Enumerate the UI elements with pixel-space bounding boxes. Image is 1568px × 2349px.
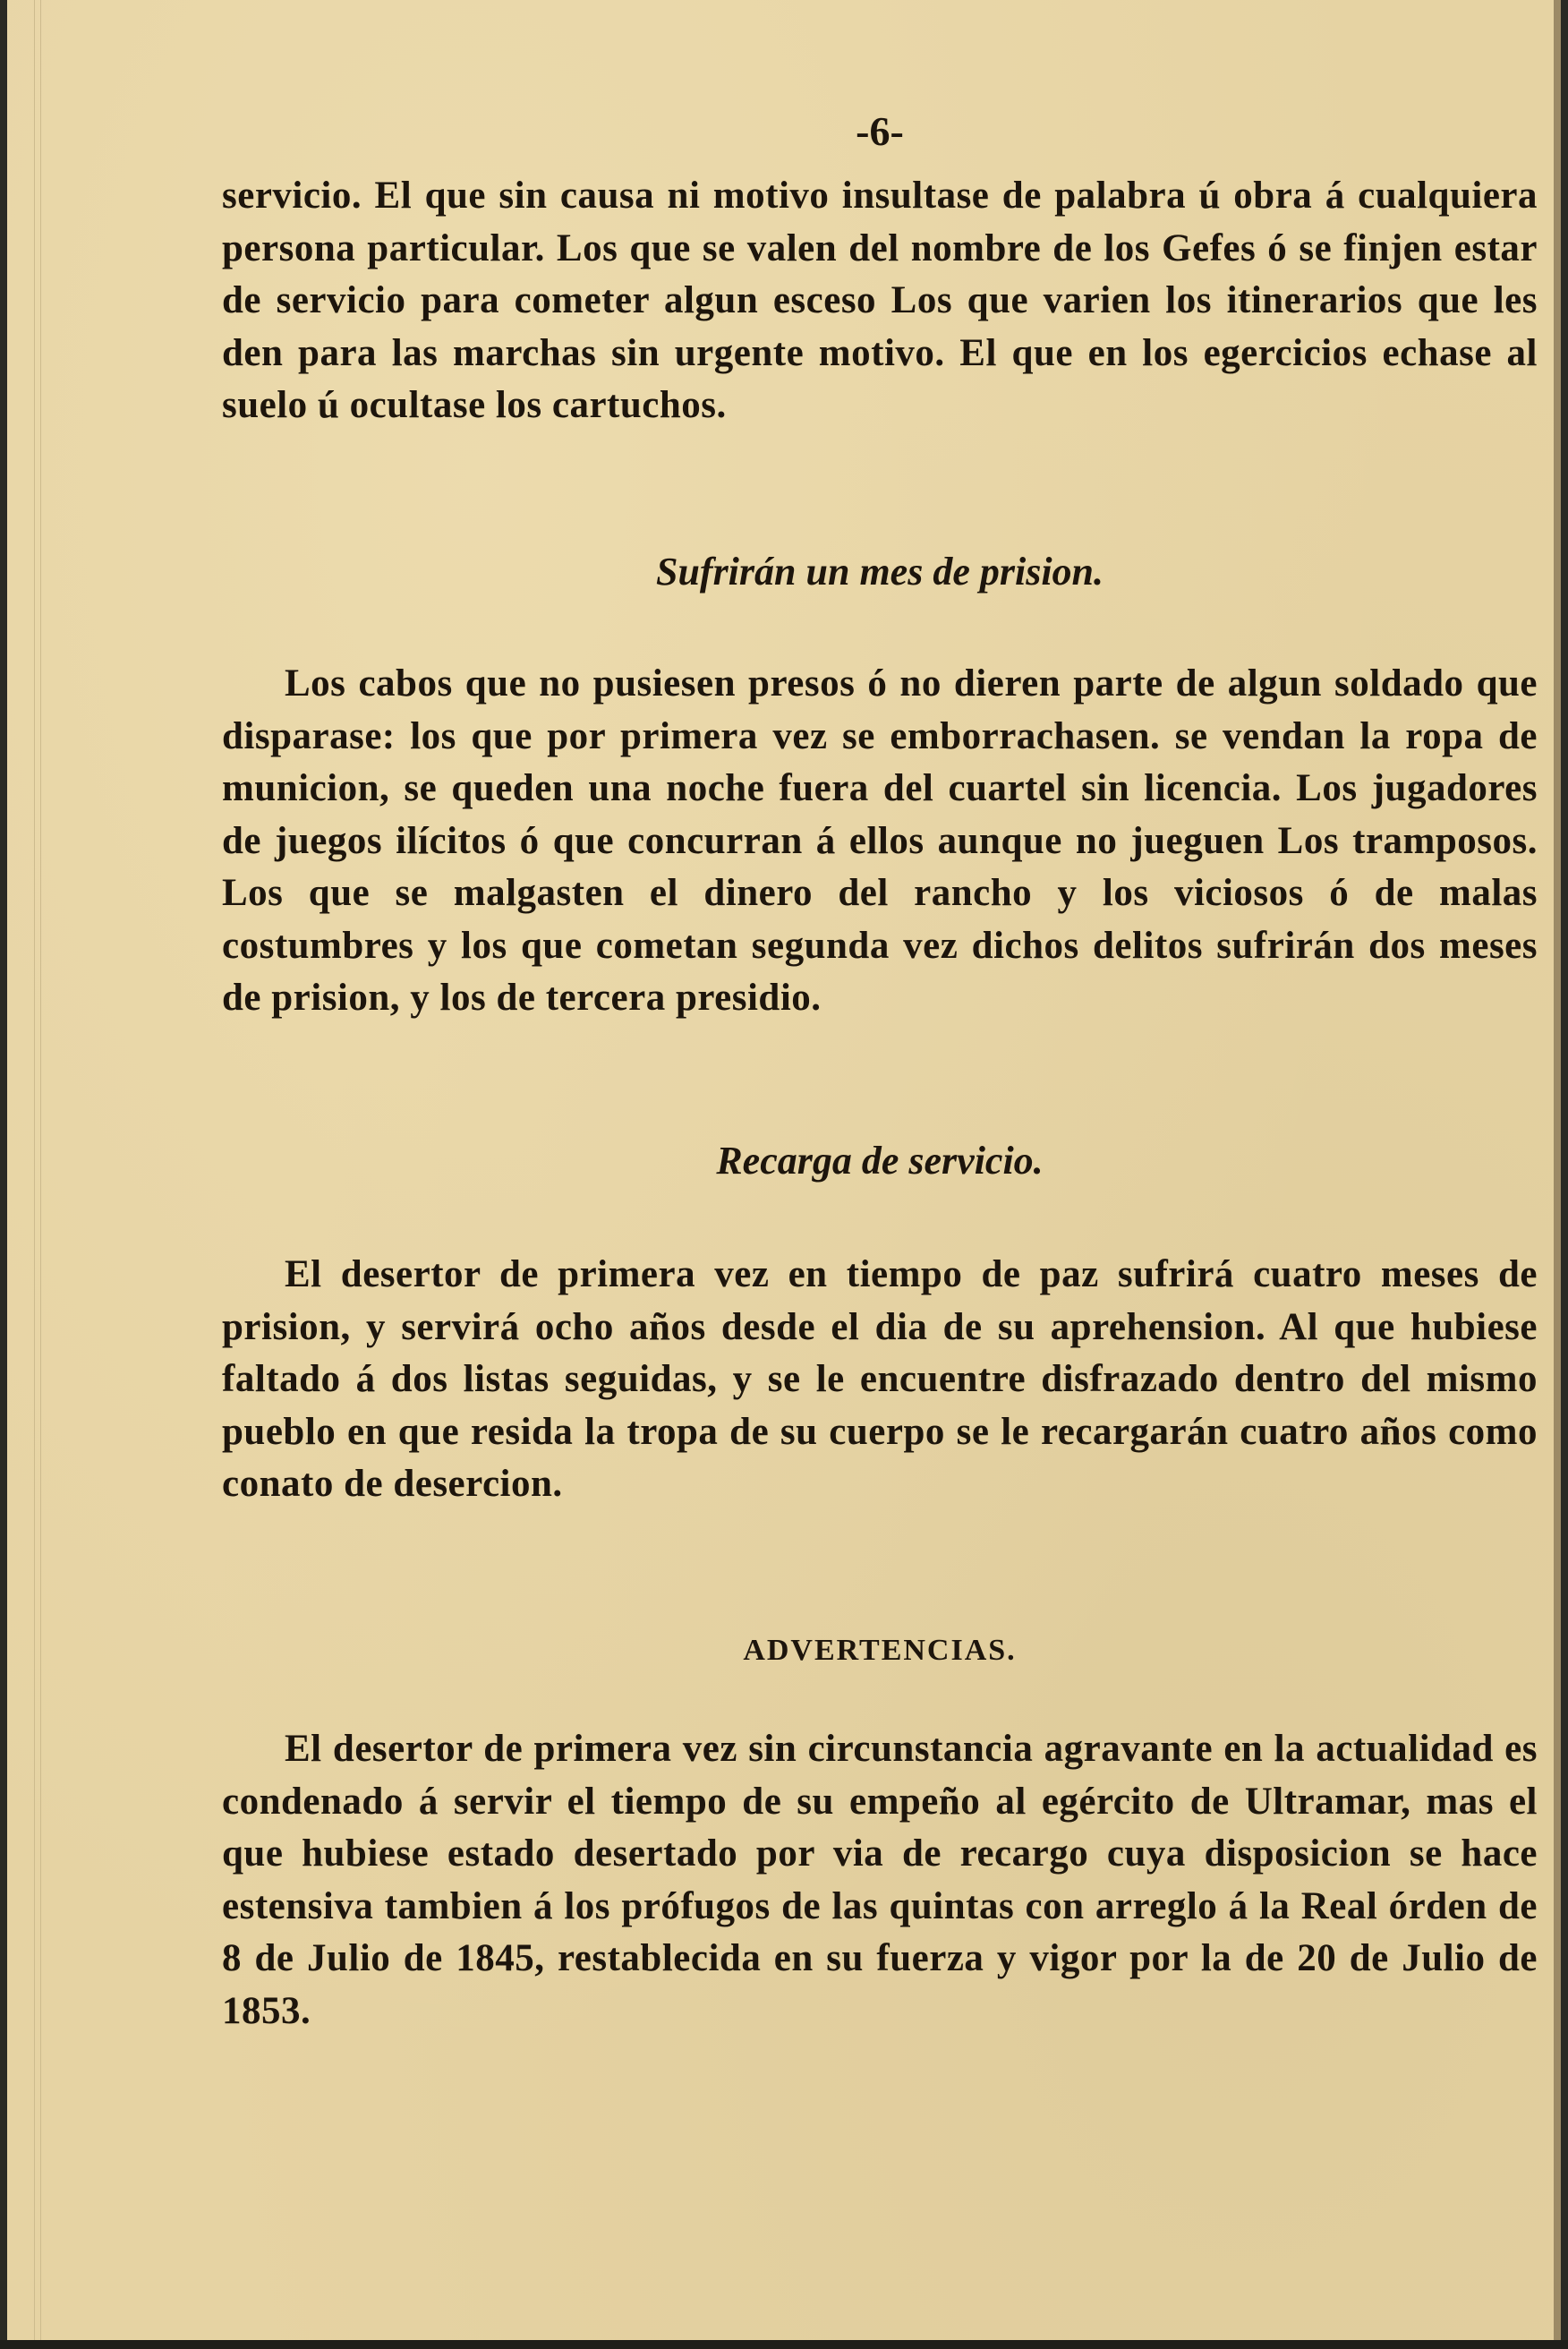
paragraph-continuation: servicio. El que sin causa ni motivo insultase de palabra ú obra á cualquiera persona particular. Los que se valen del nombre de los Gefes ó se finjen estar de servicio para cometer algun esceso Los que varien los itinerarios que les den para las marchas sin urgente motivo. El que en los egercicios echase al suelo ú ocultase los cartuchos. <box>222 175 1538 426</box>
paragraph-advertencias: El desertor de primera vez sin circunstancia agravante en la actualidad es condenado á servir el tiempo de su empeño al egército de Ultramar, mas el que hubiese estado desertado por via de recargo cuya disposicion se hace estensiva tambien á los prófugos de las quintas con arreglo á la Real órden de 8 de Julio de 1845, restablecida en su fuerza y vigor por la de 20 de Julio de 1853. <box>222 1728 1538 2032</box>
section-heading-advertencias: ADVERTENCIAS. <box>743 1634 1017 1667</box>
page-fold-line <box>34 0 41 2340</box>
section-heading-prision: Sufrirán un mes de prision. <box>655 550 1104 594</box>
paragraph-desertor: El desertor de primera vez en tiempo de paz sufrirá cuatro meses de prision, y servirá ocho años desde el dia de su aprehension. Al que hubiese faltado á dos listas seguidas, y se le encuentre disfrazado dentro del mismo pueblo en que resida la tropa de su cuerpo se le recargarán cuatro años como conato de desercion. <box>222 1253 1538 1505</box>
book-page <box>7 0 1561 2340</box>
page-number: -6- <box>856 108 904 154</box>
page-edge <box>1554 0 1561 2340</box>
scan-bottom-edge <box>0 2340 1568 2349</box>
paragraph-cabos: Los cabos que no pusiesen presos ó no dieren parte de algun soldado que disparase: los que por primera vez se emborrachasen. se vendan la ropa de municion, se queden una noche fuera del cuartel sin licencia. Los jugadores de juegos ilícitos ó que concurran á ellos aunque no jueguen Los tramposos. Los que se malgasten el dinero del rancho y los viciosos ó de malas costumbres y los que cometan segunda vez dichos delitos sufrirán dos meses de prision, y los de tercera presidio. <box>222 662 1538 1019</box>
section-heading-recarga: Recarga de servicio. <box>716 1139 1044 1183</box>
